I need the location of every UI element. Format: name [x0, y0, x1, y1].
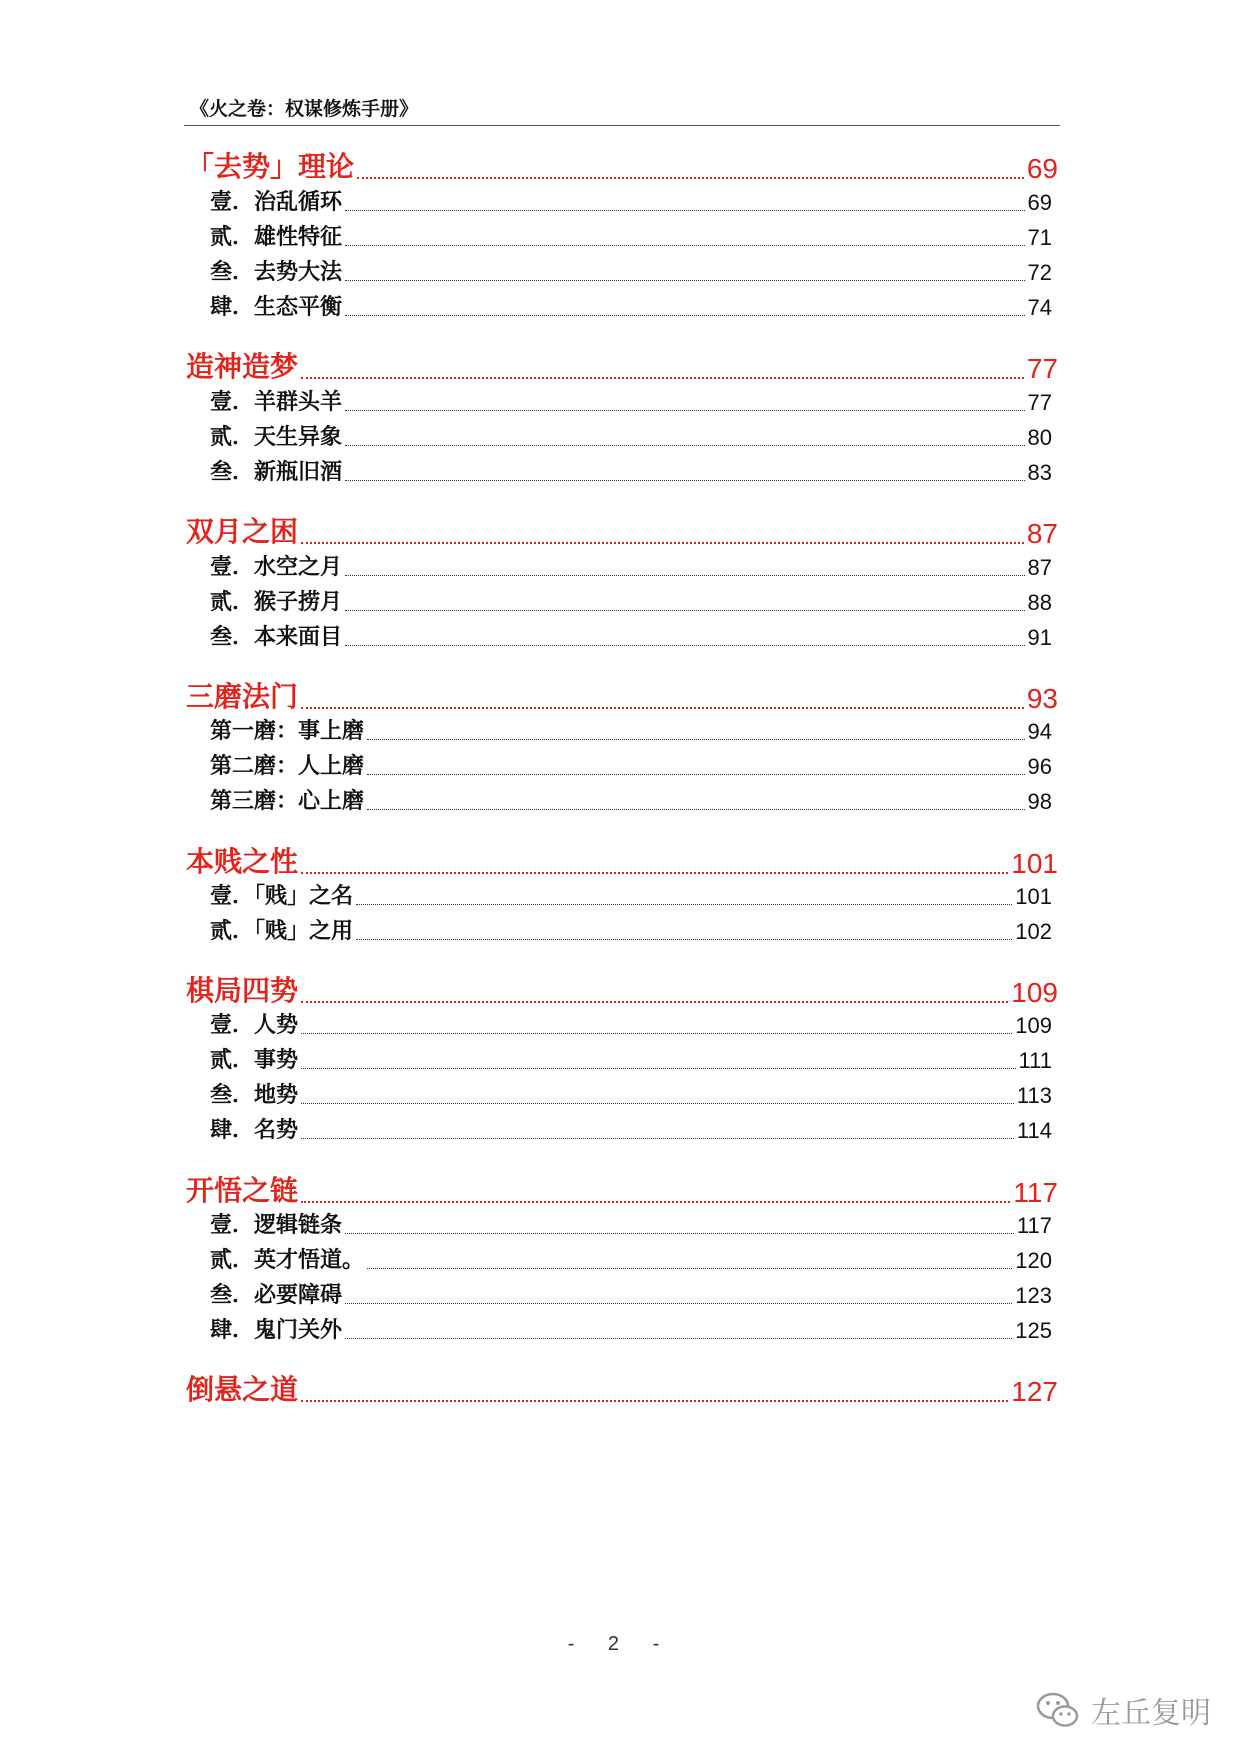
dot-leader [301, 1099, 1014, 1104]
toc-entry[interactable] [210, 420, 1052, 451]
entry-page: 72 [1027, 260, 1052, 285]
toc-chapter[interactable] [186, 510, 1058, 550]
dot-leader [345, 1299, 1012, 1304]
entry-page: 113 [1016, 1083, 1052, 1108]
chapter-title: 三磨法门 [186, 680, 299, 713]
entry-title: 壹．逻辑链条 [210, 1213, 343, 1238]
entry-title: 贰．天生异象 [210, 425, 343, 450]
dot-leader [345, 311, 1025, 316]
toc-entry[interactable] [210, 620, 1052, 651]
toc-entry[interactable] [210, 1208, 1052, 1239]
entry-page: 96 [1027, 754, 1052, 779]
dot-leader [345, 571, 1025, 576]
dot-leader [301, 1029, 1012, 1034]
entry-page: 123 [1015, 1283, 1052, 1308]
wechat-icon [1035, 1691, 1081, 1729]
entry-title: 叁．地势 [210, 1083, 299, 1108]
dot-leader [367, 805, 1025, 810]
toc-entry[interactable] [210, 1243, 1052, 1274]
toc-entry[interactable] [210, 749, 1052, 780]
chapter-page: 93 [1026, 683, 1058, 714]
toc-entry[interactable] [210, 290, 1052, 321]
chapter-page: 101 [1011, 848, 1058, 879]
dot-leader [356, 900, 1012, 905]
toc-entry[interactable] [210, 1043, 1052, 1074]
dot-leader [345, 241, 1025, 246]
entry-page: 117 [1016, 1213, 1052, 1238]
toc-chapter[interactable] [186, 840, 1058, 880]
dot-leader [301, 1064, 1016, 1069]
chapter-title: 开悟之链 [186, 1174, 299, 1207]
entry-page: 69 [1027, 190, 1052, 215]
entry-page: 102 [1015, 919, 1052, 944]
dot-leader [345, 641, 1025, 646]
entry-page: 77 [1027, 390, 1052, 415]
dot-leader [301, 1396, 1008, 1402]
dot-leader [345, 476, 1025, 481]
entry-page: 98 [1027, 789, 1052, 814]
dot-leader [301, 868, 1008, 874]
entry-title: 贰．雄性特征 [210, 225, 343, 250]
dot-leader [367, 770, 1025, 775]
dot-leader [367, 1264, 1012, 1269]
toc-entry[interactable] [210, 914, 1052, 945]
chapter-page: 117 [1013, 1177, 1058, 1208]
toc-entry[interactable] [210, 784, 1052, 815]
entry-page: 88 [1027, 590, 1052, 615]
entry-page: 80 [1027, 425, 1052, 450]
entry-page: 91 [1027, 625, 1052, 650]
entry-title: 第一磨：事上磨 [210, 719, 365, 744]
entry-title: 第三磨：心上磨 [210, 789, 365, 814]
toc-entry[interactable] [210, 879, 1052, 910]
dot-leader [345, 441, 1025, 446]
entry-title: 壹．人势 [210, 1013, 299, 1038]
entry-title: 壹．治乱循环 [210, 190, 343, 215]
entry-page: 87 [1027, 555, 1052, 580]
page-number: - 2 - [567, 1633, 674, 1655]
chapter-page: 69 [1026, 153, 1058, 184]
entry-title: 贰．事势 [210, 1048, 299, 1073]
chapter-title: 倒悬之道 [186, 1373, 299, 1406]
dot-leader [301, 538, 1024, 544]
entry-title: 叁．必要障碍 [210, 1283, 343, 1308]
entry-title: 壹．水空之月 [210, 555, 343, 580]
chapter-title: 双月之困 [186, 515, 299, 548]
chapter-page: 109 [1011, 977, 1058, 1008]
dot-leader [301, 1134, 1014, 1139]
chapter-title: 本贱之性 [186, 845, 299, 878]
entry-page: 120 [1015, 1248, 1052, 1273]
chapter-page: 87 [1026, 518, 1058, 549]
dot-leader [345, 406, 1025, 411]
dot-leader [345, 1229, 1014, 1234]
toc-entry[interactable] [210, 1113, 1052, 1144]
dot-leader [301, 373, 1024, 379]
entry-page: 71 [1027, 225, 1052, 250]
dot-leader [356, 935, 1012, 940]
entry-page: 109 [1015, 1013, 1052, 1038]
toc-entry[interactable] [210, 455, 1052, 486]
toc-chapter[interactable] [186, 345, 1058, 385]
entry-page: 74 [1027, 295, 1052, 320]
toc-entry[interactable] [210, 1078, 1052, 1109]
entry-title: 肆．鬼门关外 [210, 1318, 343, 1343]
toc-entry[interactable] [210, 550, 1052, 581]
entry-title: 第二磨：人上磨 [210, 754, 365, 779]
toc-chapter[interactable] [186, 969, 1058, 1009]
toc-entry[interactable] [210, 1313, 1052, 1344]
entry-title: 壹．羊群头羊 [210, 390, 343, 415]
entry-title: 叁．本来面目 [210, 625, 343, 650]
dot-leader [367, 735, 1025, 740]
chapter-title: 造神造梦 [186, 350, 299, 383]
toc-entry[interactable] [210, 220, 1052, 251]
toc-entry[interactable] [210, 1278, 1052, 1309]
toc-entry[interactable] [210, 585, 1052, 616]
entry-page: 101 [1015, 884, 1052, 909]
entry-title: 贰．猴子捞月 [210, 590, 343, 615]
entry-page: 94 [1027, 719, 1052, 744]
toc-entry[interactable] [210, 1008, 1052, 1039]
entry-title: 叁．去势大法 [210, 260, 343, 285]
dot-leader [345, 606, 1025, 611]
entry-title: 壹．「贱」之名 [210, 884, 354, 909]
chapter-page: 127 [1011, 1376, 1058, 1407]
toc-entry[interactable] [210, 714, 1052, 745]
dot-leader [345, 206, 1025, 211]
toc-entry[interactable] [210, 255, 1052, 286]
chapter-page: 77 [1026, 353, 1058, 384]
entry-title: 肆．名势 [210, 1118, 299, 1143]
entry-page: 83 [1027, 460, 1052, 485]
chapter-title: 棋局四势 [186, 974, 299, 1007]
running-header: 《火之卷：权谋修炼手册》 [190, 98, 419, 120]
chapter-title: 「去势」理论 [186, 150, 355, 183]
watermark-text: 左丘复明 [1091, 1696, 1211, 1731]
dot-leader [301, 703, 1024, 709]
dot-leader [301, 997, 1008, 1003]
entry-title: 贰．英才悟道。 [210, 1248, 365, 1273]
toc-chapter[interactable] [186, 675, 1058, 715]
toc-chapter[interactable] [186, 145, 1058, 185]
toc-entry[interactable] [210, 185, 1052, 216]
toc-chapter[interactable] [186, 1368, 1058, 1408]
toc-chapter[interactable] [186, 1169, 1058, 1209]
entry-title: 贰．「贱」之用 [210, 919, 354, 944]
dot-leader [345, 276, 1025, 281]
entry-title: 肆．生态平衡 [210, 295, 343, 320]
dot-leader [357, 173, 1024, 179]
entry-page: 125 [1015, 1318, 1052, 1343]
entry-title: 叁．新瓶旧酒 [210, 460, 343, 485]
dot-leader [345, 1334, 1012, 1339]
entry-page: 114 [1016, 1118, 1052, 1143]
toc-entry[interactable] [210, 385, 1052, 416]
watermark [1035, 1688, 1211, 1732]
entry-page: 111 [1018, 1048, 1052, 1073]
dot-leader [301, 1197, 1010, 1203]
